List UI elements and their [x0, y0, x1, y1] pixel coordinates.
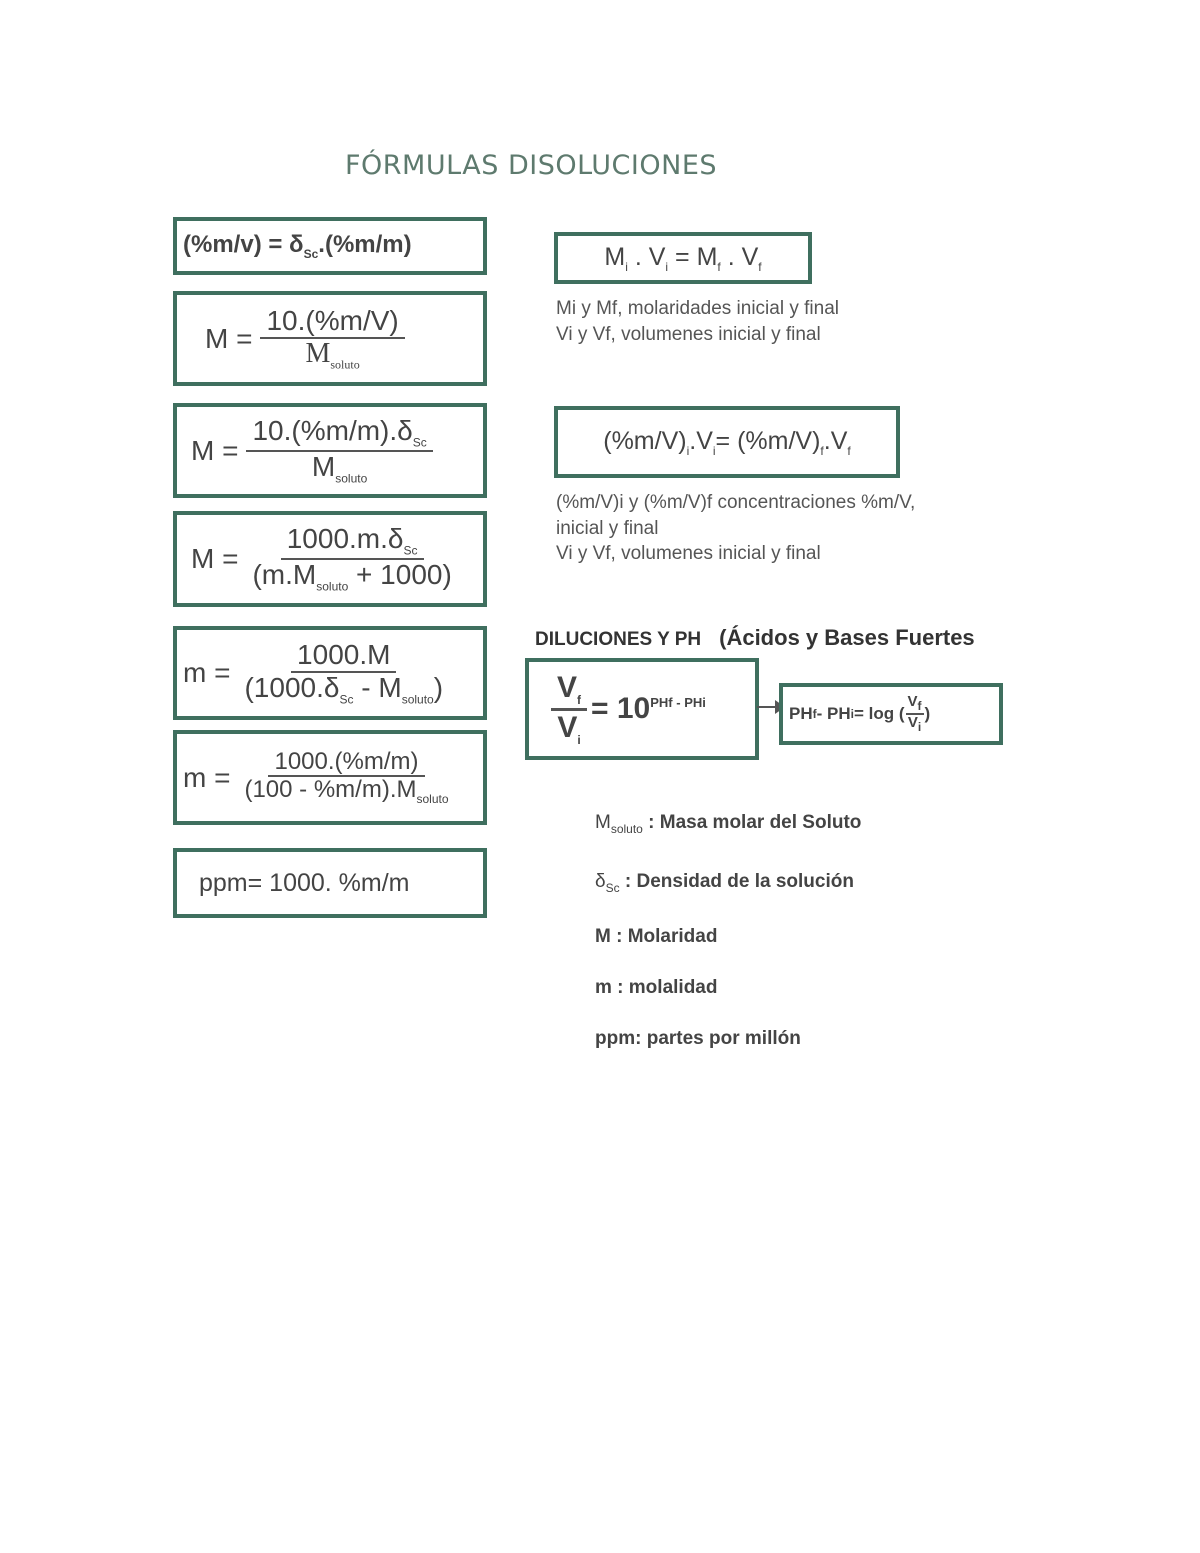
formula-fraction: $\frac{V_f}{V_i}$	[551, 671, 587, 746]
formula-fraction: $\frac{1000.m.\delta_{Sc}}{(m.M_{soluto} + 1000)}$	[252, 523, 452, 594]
legend-ppm: ppm: partes por millón	[595, 1028, 801, 1049]
formula-box-molarity-molality	[173, 511, 487, 607]
formula-lhs: M =	[191, 434, 239, 466]
formula-text: $(\%m/v) = \delta_{Sc}.(\%m/m)$	[183, 231, 412, 261]
formula-fraction: $\frac{1000.M}{(1000.\delta_{Sc} - M_{soluto})}$	[244, 638, 444, 707]
ph-section-heading: DILUCIONES Y PH (Ácidos y Bases Fuertes	[535, 625, 975, 650]
legend-density: $\delta_{Sc}$ : Densidad de la solución	[595, 871, 854, 895]
formula-text: ppm= 1000. %m/m	[199, 868, 410, 897]
legend-molality: m : molalidad	[595, 977, 718, 998]
formula-box-molality-mm	[173, 730, 487, 825]
formula-box-dilution-molarity	[554, 232, 812, 284]
formula-rhs: = $10^{PHf - PHi}$	[591, 692, 706, 725]
formula-text: $(\%m/V)_i.V_i= (\%m/V)_f.V_f$	[603, 426, 851, 458]
dilution-note-1: Mi y Mf, molaridades inicial y final Vi y Vf, volumenes inicial y final	[556, 298, 839, 345]
formula-text: PH f - PH i = log ( $\frac{V_f}{V_i}$ )	[789, 692, 931, 734]
formula-text: $M_i$ . $V_i = M_f$ . $V_f$	[604, 242, 762, 274]
legend-molar-mass: $M_{soluto}$ : Masa molar del Soluto	[595, 812, 862, 836]
formula-box-mv-mm	[173, 217, 487, 275]
page-title: FÓRMULAS DISOLUCIONES	[345, 150, 718, 181]
formula-box-ppm	[173, 848, 487, 918]
formula-fraction: $\frac{10.(\%m/m).\delta_{Sc}}{M_{soluto}}$	[246, 416, 432, 486]
formula-box-molarity-mm	[173, 403, 487, 498]
formula-box-dilution-percent	[554, 406, 900, 478]
formula-box-ph-volume	[525, 658, 759, 760]
formula-fraction: $\frac{1000.(\%m/m)}{(100 - \%m/m).M_{soluto}}$	[244, 747, 449, 806]
formula-fraction: $\frac{10.(\%m/V)}{M_{soluto}}$	[260, 306, 404, 372]
legend-molarity: M : Molaridad	[595, 926, 718, 947]
formula-lhs: M =	[191, 543, 239, 574]
formula-box-ph-log	[779, 683, 1003, 745]
formula-box-molality-m	[173, 626, 487, 720]
formula-lhs: m =	[183, 761, 231, 793]
dilution-note-2: (%m/V)i y (%m/V)f concentraciones %m/V, inicial y final Vi y Vf, volumenes inicial y final	[556, 492, 916, 565]
formula-lhs: M =	[205, 322, 253, 354]
formula-lhs: m =	[183, 657, 231, 688]
formula-box-molarity-mv	[173, 291, 487, 386]
